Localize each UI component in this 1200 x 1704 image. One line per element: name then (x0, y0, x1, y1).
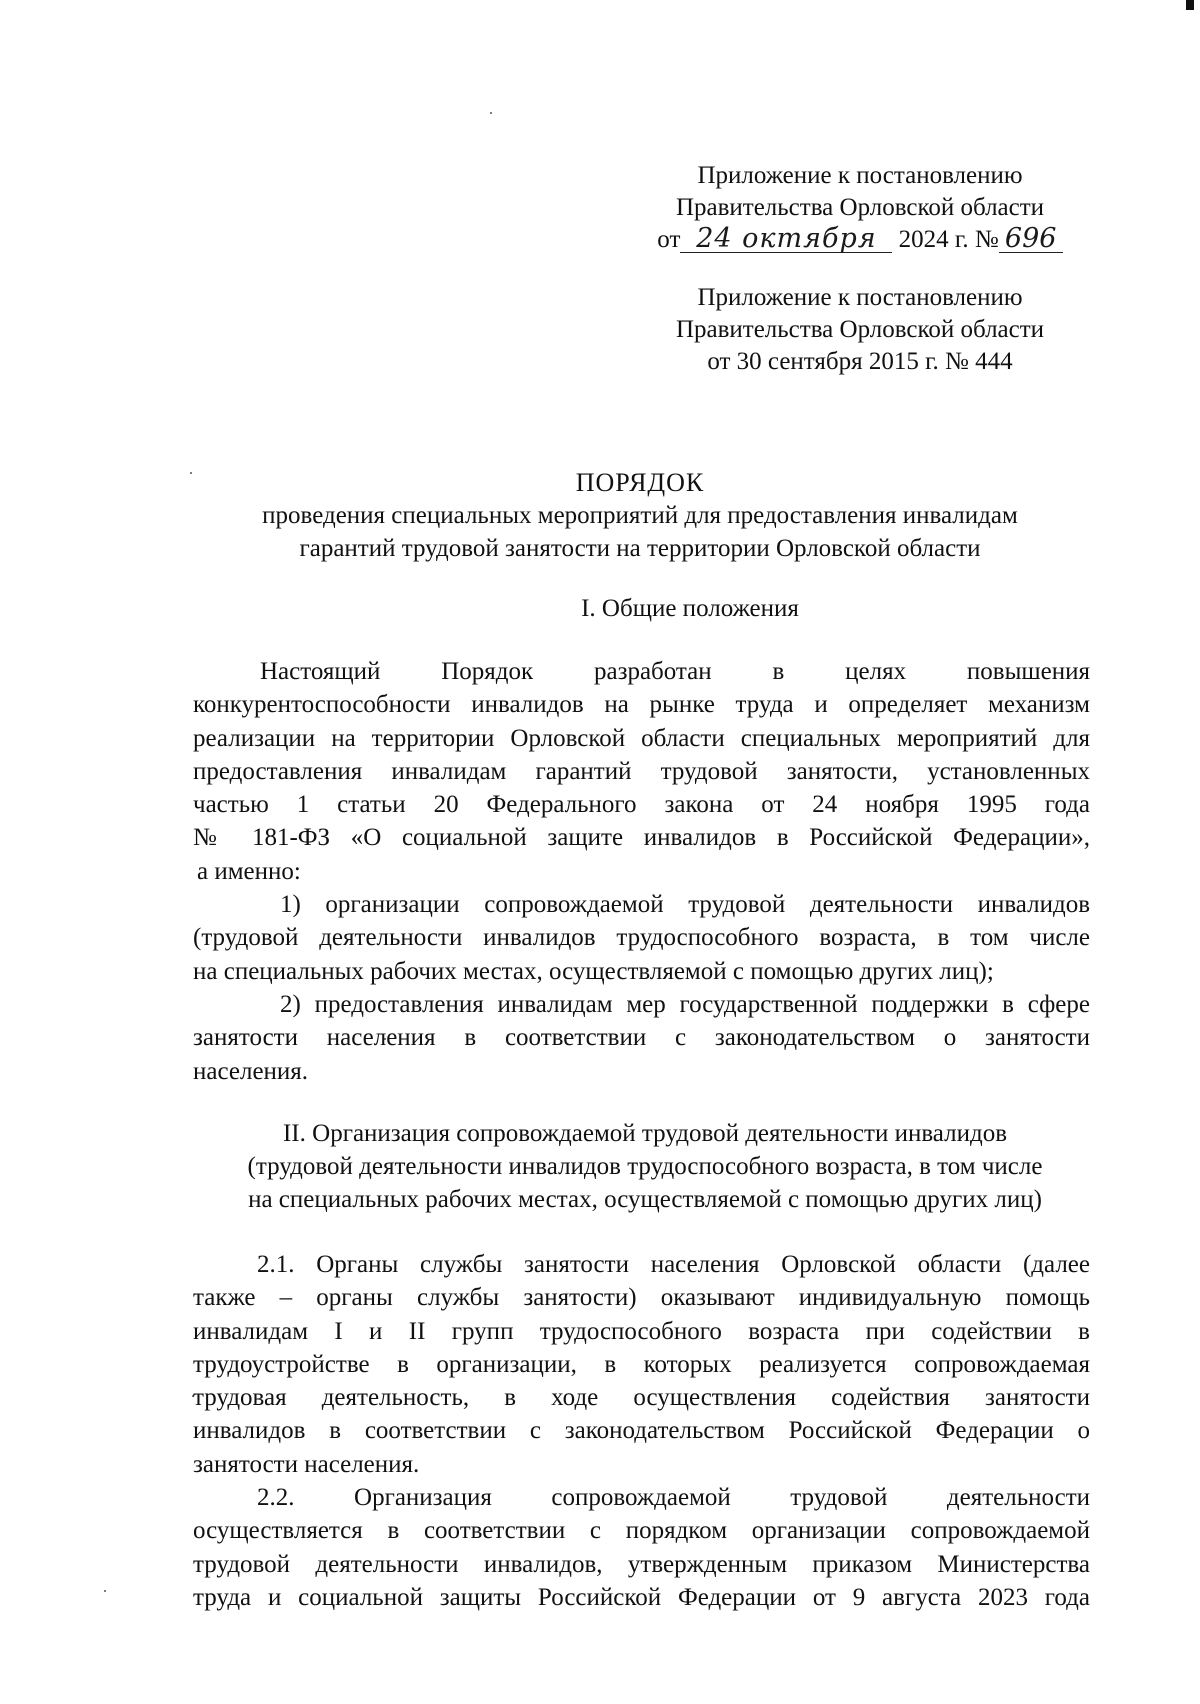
handwritten-date: 24 октября (680, 226, 892, 253)
appendix-header-old (600, 282, 1120, 378)
section-1-paragraph: Настоящий Порядок разработан в целях повышения конкурентоспособности инвалидов на рынке труда и определяет механизм реализации на территории Орловской области специальных мероприятий для предоставления инвалидам гарантий трудовой занятости, установленных частью 1 статьи 20 Федерального закона от 24 ноября 1995 года № 181-ФЗ «О социальной защите инвалидов в Российской Федерации», а именно: (193, 658, 1090, 885)
title-subtitle-2: гарантий трудовой занятости на территории Орловской области (299, 535, 981, 562)
old-appendix-line-1: Приложение к постановлению (697, 284, 1023, 311)
appendix-date-line (600, 224, 1120, 256)
title-main: ПОРЯДОК (575, 468, 705, 497)
section-1-item-1: 1) организации сопровождаемой трудовой деятельности инвалидов (трудовой деятельности инвалидов трудоспособного возраста, в том числе на специальных рабочих местах, осуществляемой с помощью других лиц); (193, 891, 1090, 985)
section-1-item-2: 2) предоставления инвалидам мер государственной поддержки в сфере занятости населения в соответствии с законодательством о занятости населения. (193, 991, 1090, 1085)
section-2-paragraph-2-1: 2.1. Органы службы занятости населения Орловской области (далее также – органы службы занятости) оказывают индивидуальную помощь инвалидам I и II групп трудоспособного возраста при содействии в трудоустройстве в организации, в которых реализуется сопровождаемая трудовая деятельность, в ходе осуществления содействия занятости инвалидов в соответствии с законодательством Российской Федерации о занятости населения. (193, 1251, 1090, 1478)
appendix-line-1: Приложение к постановлению (697, 162, 1023, 189)
appendix-header-new (600, 160, 1120, 256)
section-2-heading: II. Организация сопровождаемой трудовой деятельности инвалидов (трудовой деятельности инвалидов трудоспособного возраста, в том числе на специальных рабочих местах, осуществляемой с помощью других лиц) (247, 1120, 1043, 1213)
title-subtitle-1: проведения специальных мероприятий для предоставления инвалидам (262, 502, 1018, 529)
appendix-line-2: Правительства Орловской области (675, 194, 1045, 221)
document-title (200, 466, 1080, 565)
year-and-number-label: 2024 г. № (898, 226, 999, 253)
scan-speck (104, 1590, 106, 1592)
date-prefix: от (657, 226, 681, 253)
handwritten-number: 696 (999, 226, 1063, 253)
scan-speck (490, 112, 492, 114)
scan-speck (190, 472, 192, 474)
section-1-heading: I. Общие положения (581, 595, 799, 622)
old-appendix-line-2: Правительства Орловской области (675, 316, 1045, 343)
section-2-paragraph-2-2: 2.2. Организация сопровождаемой трудовой деятельности осуществляется в соответствии с порядком организации сопровождаемой трудовой деятельности инвалидов, утвержденным приказом Министерства труда и социальной защиты Российской Федерации от 9 августа 2023 года (193, 1484, 1090, 1611)
scan-corner-mark (1186, 0, 1194, 10)
old-appendix-line-3: от 30 сентября 2015 г. № 444 (707, 348, 1013, 375)
